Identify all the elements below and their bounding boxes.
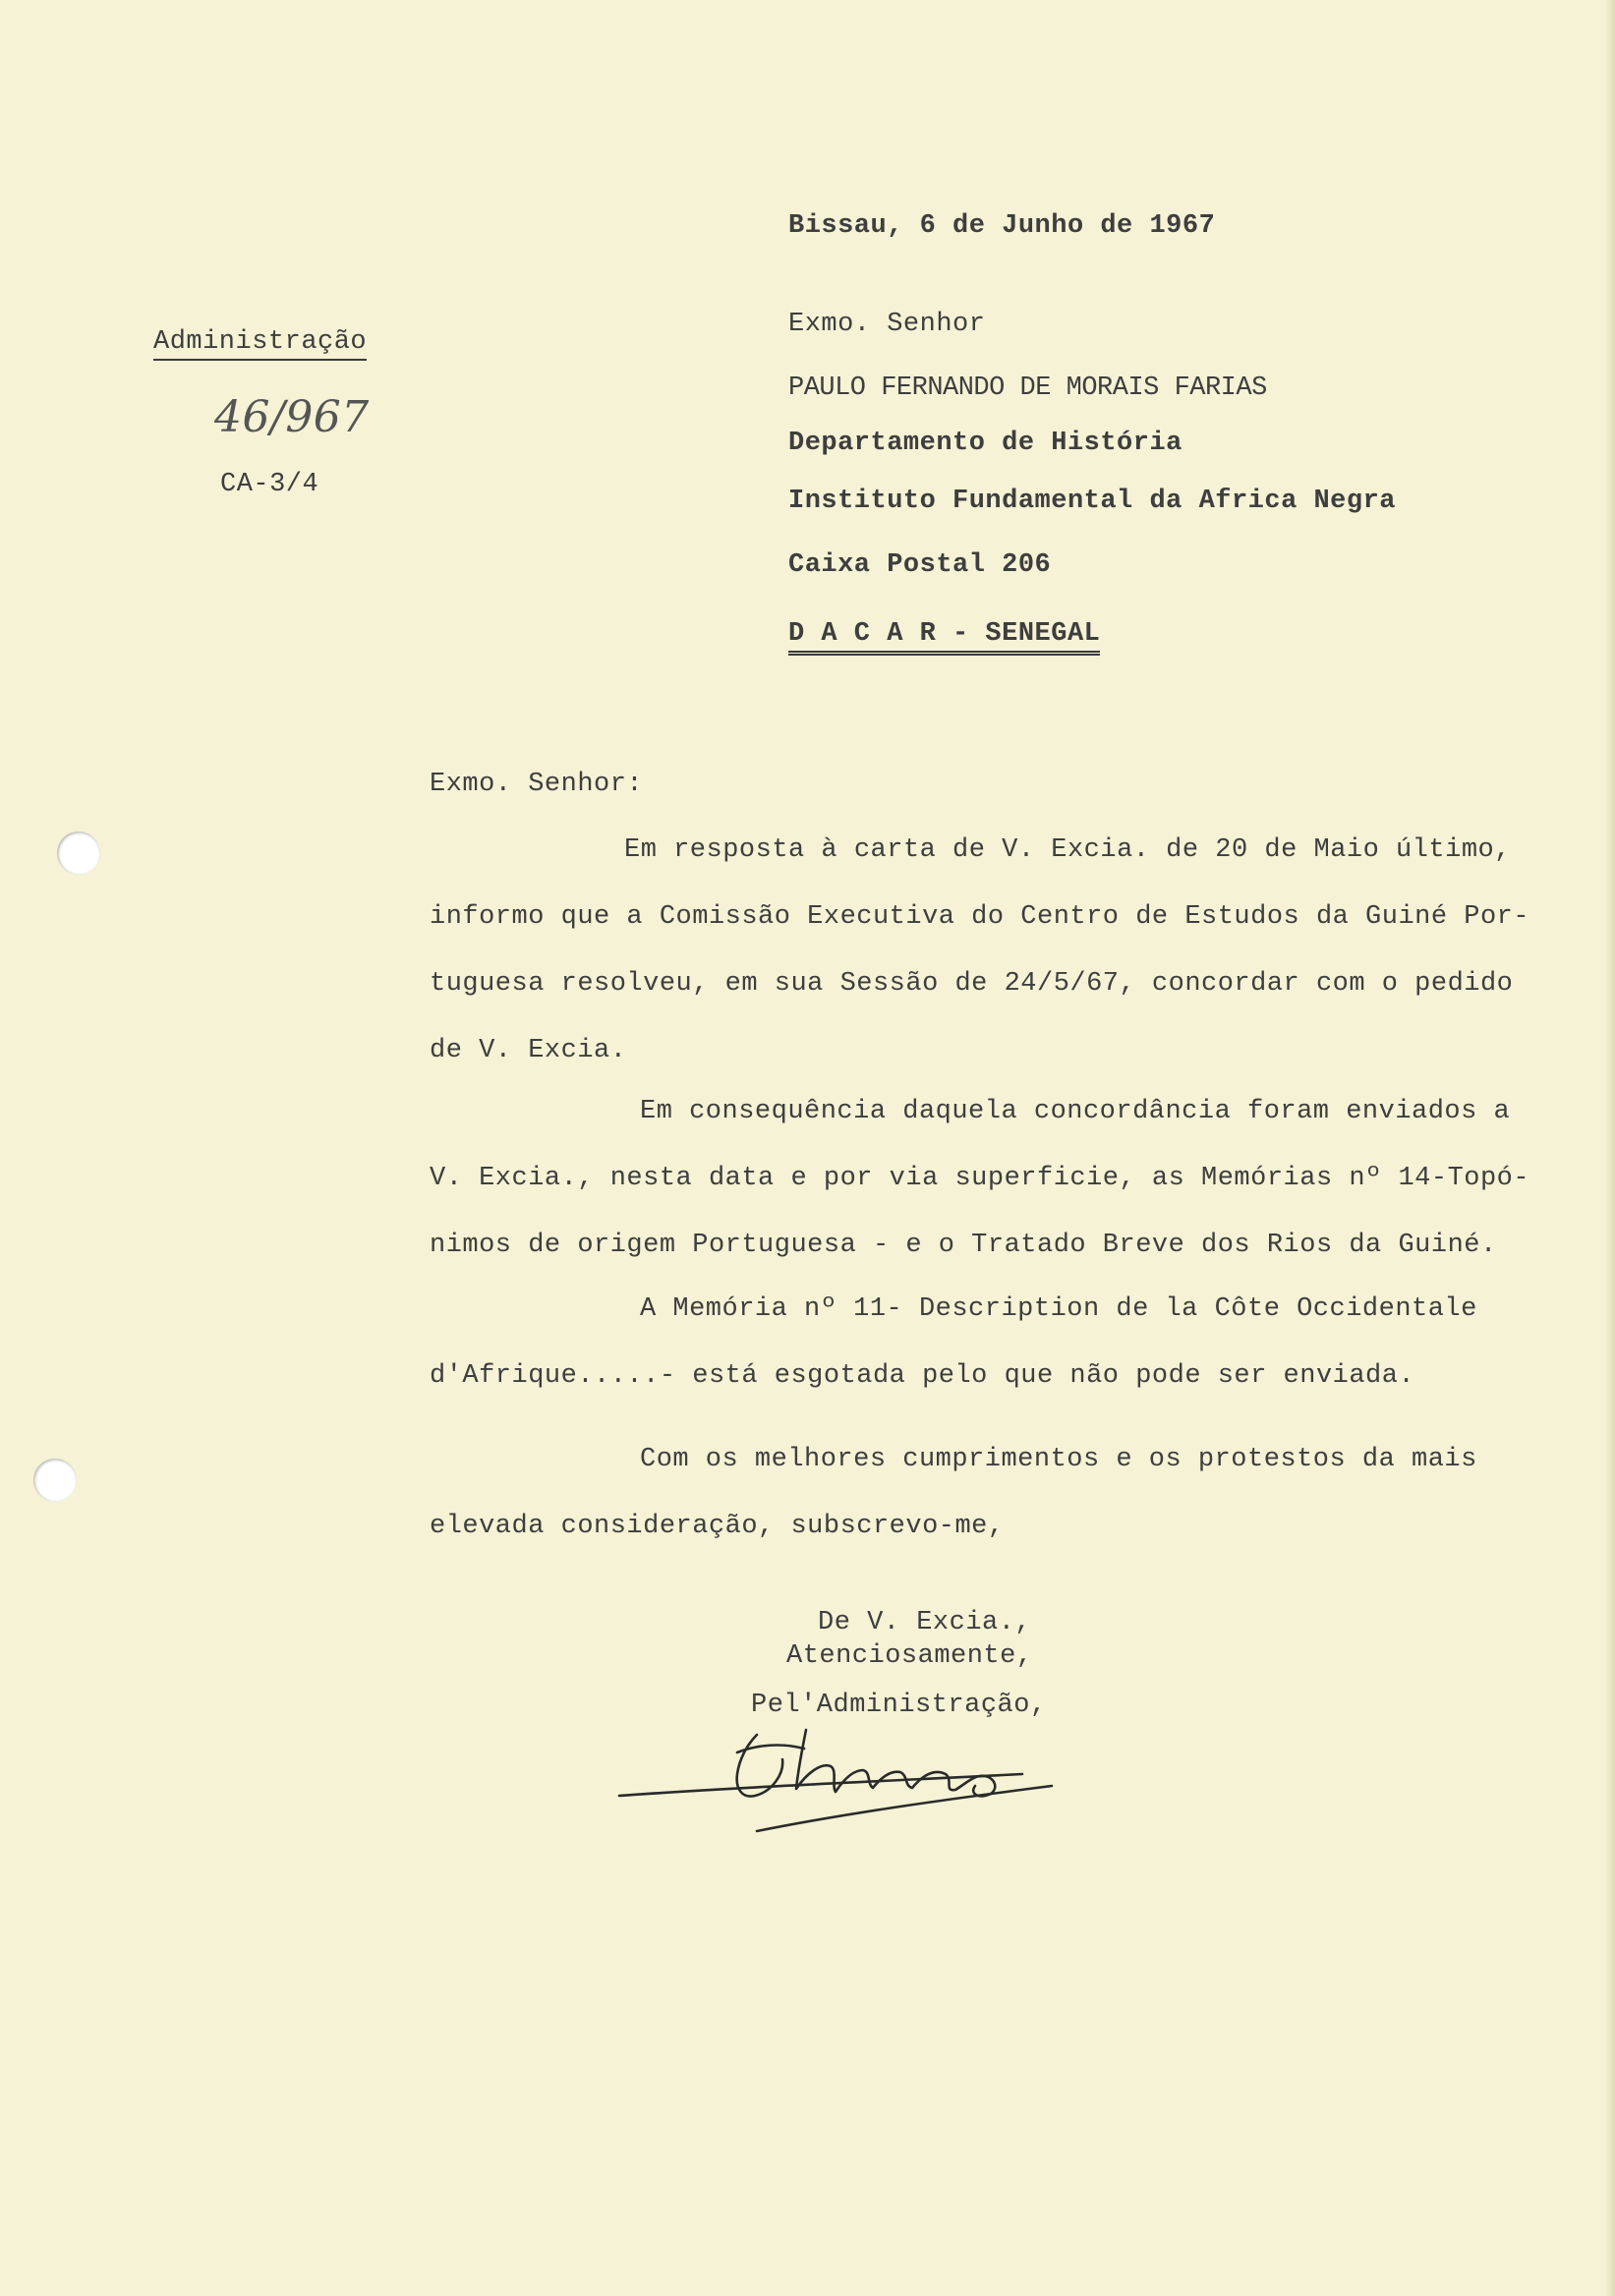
paragraph-line: informo que a Comissão Executiva do Centro de Estudos da Guiné Por- (430, 902, 1530, 932)
recipient-department: Departamento de História (788, 429, 1182, 458)
paragraph-3 (430, 1294, 1477, 1428)
paragraph-line: d'Afrique.....- está esgotada pelo que não pode ser enviada. (430, 1361, 1415, 1391)
paragraph-1 (430, 835, 1529, 1103)
recipient-city: D A C A R - SENEGAL (788, 619, 1100, 656)
paragraph-line: nimos de origem Portuguesa - e o Tratado Breve dos Rios da Guiné. (430, 1231, 1497, 1260)
recipient-salutation: Exmo. Senhor (788, 310, 986, 339)
closing-line-1: De V. Excia., (818, 1608, 1032, 1637)
paragraph-4 (430, 1445, 1477, 1578)
paragraph-2 (430, 1097, 1529, 1297)
signature (609, 1705, 1062, 1833)
recipient-institute: Instituto Fundamental da Africa Negra (788, 487, 1396, 516)
punch-hole-bottom (33, 1459, 77, 1502)
reference-number: 46/967 (214, 392, 370, 442)
paragraph-line: A Memória nº 11- Description de la Côte Occidentale (640, 1294, 1477, 1324)
recipient-name: PAULO FERNANDO DE MORAIS FARIAS (788, 373, 1267, 403)
greeting: Exmo. Senhor: (430, 770, 644, 799)
place-date: Bissau, 6 de Junho de 1967 (788, 211, 1216, 241)
paragraph-line: V. Excia., nesta data e por via superficie, as Memórias nº 14-Topó- (430, 1164, 1530, 1193)
punch-hole-top (57, 832, 100, 875)
paper-edge-shadow (1605, 0, 1615, 2296)
closing-line-3: Pel'Administração, (751, 1691, 1047, 1720)
paragraph-line: Com os melhores cumprimentos e os protestos da mais (640, 1445, 1477, 1474)
paragraph-line: tuguesa resolveu, em sua Sessão de 24/5/67, concordar com o pedido (430, 969, 1514, 999)
reference-department: Administração (153, 327, 367, 361)
reference-code: CA-3/4 (220, 470, 319, 499)
paragraph-line: de V. Excia. (430, 1036, 627, 1065)
paragraph-line: Em consequência daquela concordância foram enviados a (640, 1097, 1511, 1126)
paragraph-line: Em resposta à carta de V. Excia. de 20 de Maio último, (624, 835, 1511, 865)
closing-line-2: Atenciosamente, (786, 1641, 1033, 1671)
paragraph-line: elevada consideração, subscrevo-me, (430, 1512, 1005, 1541)
recipient-po-box: Caixa Postal 206 (788, 550, 1052, 580)
